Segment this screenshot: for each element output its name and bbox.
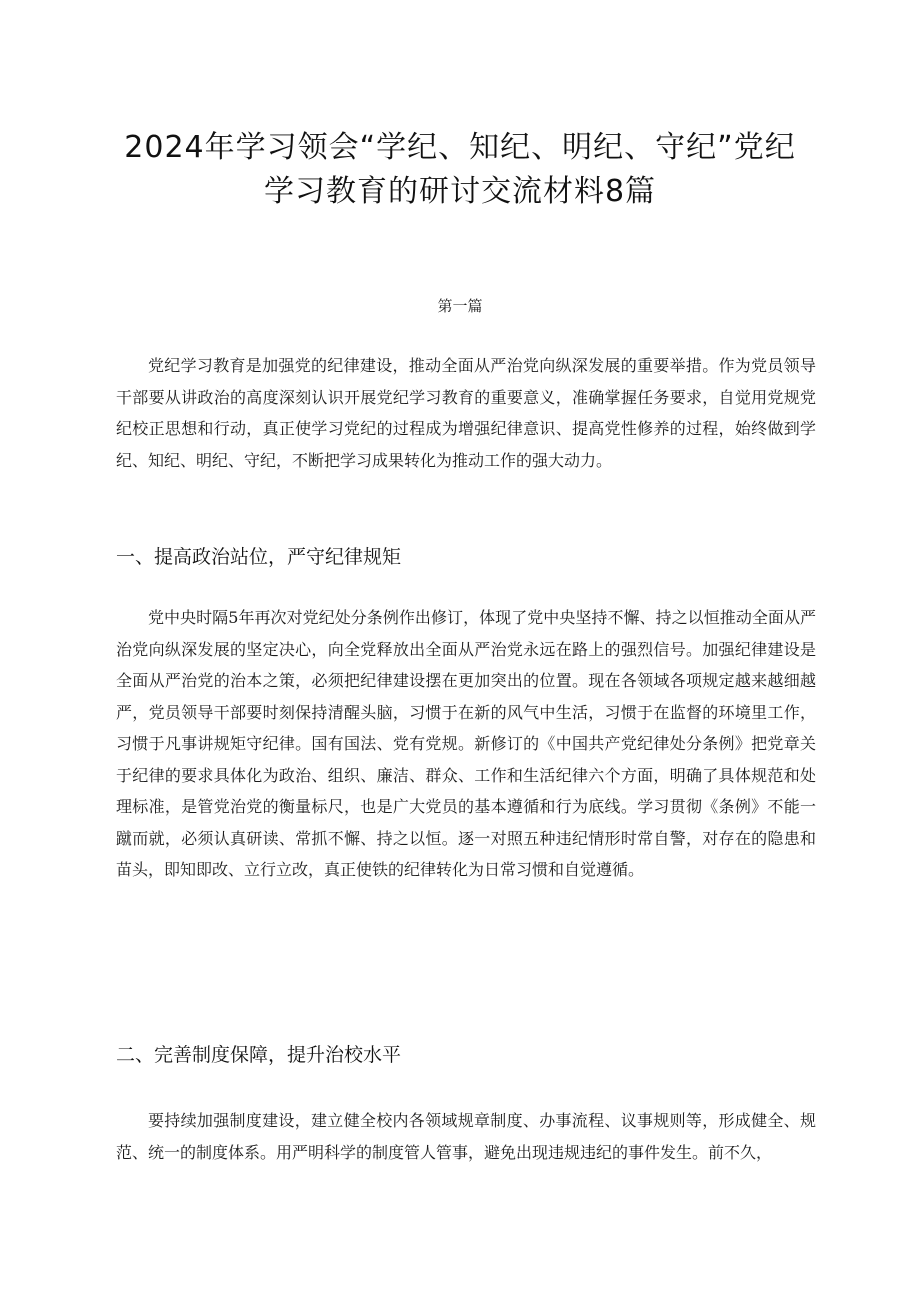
heading-two: 二、完善制度保障，提升治校水平 bbox=[116, 1044, 402, 1066]
heading-one: 一、提高政治站位，严守纪律规矩 bbox=[116, 546, 402, 568]
paragraph-section-two: 要持续加强制度建设，建立健全校内各领域规章制度、办事流程、议事规则等，形成健全、规范、统一的制度体系。用严明科学的制度管人管事，避免出现违规违纪的事件发生。前不久， bbox=[116, 1111, 816, 1162]
paragraph-intro: 党纪学习教育是加强党的纪律建设，推动全面从严治党向纵深发展的重要举措。作为党员领导干部要从讲政治的高度深刻认识开展党纪学习教育的重要意义，准确掌握任务要求，自觉用党规党纪校正思想和行动，真正使学习党纪的过程成为增强纪律意识、提高党性修养的过程，始终做到学纪、知纪、明纪、守纪，不断把学习成果转化为推动工作的强大动力。 bbox=[116, 356, 816, 470]
document-title-line-2: 学习教育的研讨交流材料8篇 bbox=[263, 174, 657, 209]
document-title-line-1: 2024年学习领会“学纪、知纪、明纪、守纪”党纪 bbox=[124, 130, 796, 165]
paragraph-section-one: 党中央时隔5年再次对党纪处分条例作出修订，体现了党中央坚持不懈、持之以恒推动全面从严治党向纵深发展的坚定决心，向全党释放出全面从严治党永远在路上的强烈信号。加强纪律建设是全面从严治党的治本之策，必须把纪律建设摆在更加突出的位置。现在各领域各项规定越来越细越严，党员领导干部要时刻保持清醒头脑，习惯于在新的风气中生活，习惯于在监督的环境里工作，习惯于凡事讲规矩守纪律。国有国法、党有党规。新修订的《中国共产党纪律处分条例》把党章关于纪律的要求具体化为政治、组织、廉洁、群众、工作和生活纪律六个方面，明确了具体规范和处理标准，是管党治党的衡量标尺，也是广大党员的基本遵循和行为底线。学习贯彻《条例》不能一蹴而就，必须认真研读、常抓不懈、持之以恒。逐一对照五种违纪情形时常自警，对存在的隐患和苗头，即知即改、立行立改，真正使铁的纪律转化为日常习惯和自觉遵循。 bbox=[116, 608, 816, 879]
section-label: 第一篇 bbox=[437, 297, 483, 315]
